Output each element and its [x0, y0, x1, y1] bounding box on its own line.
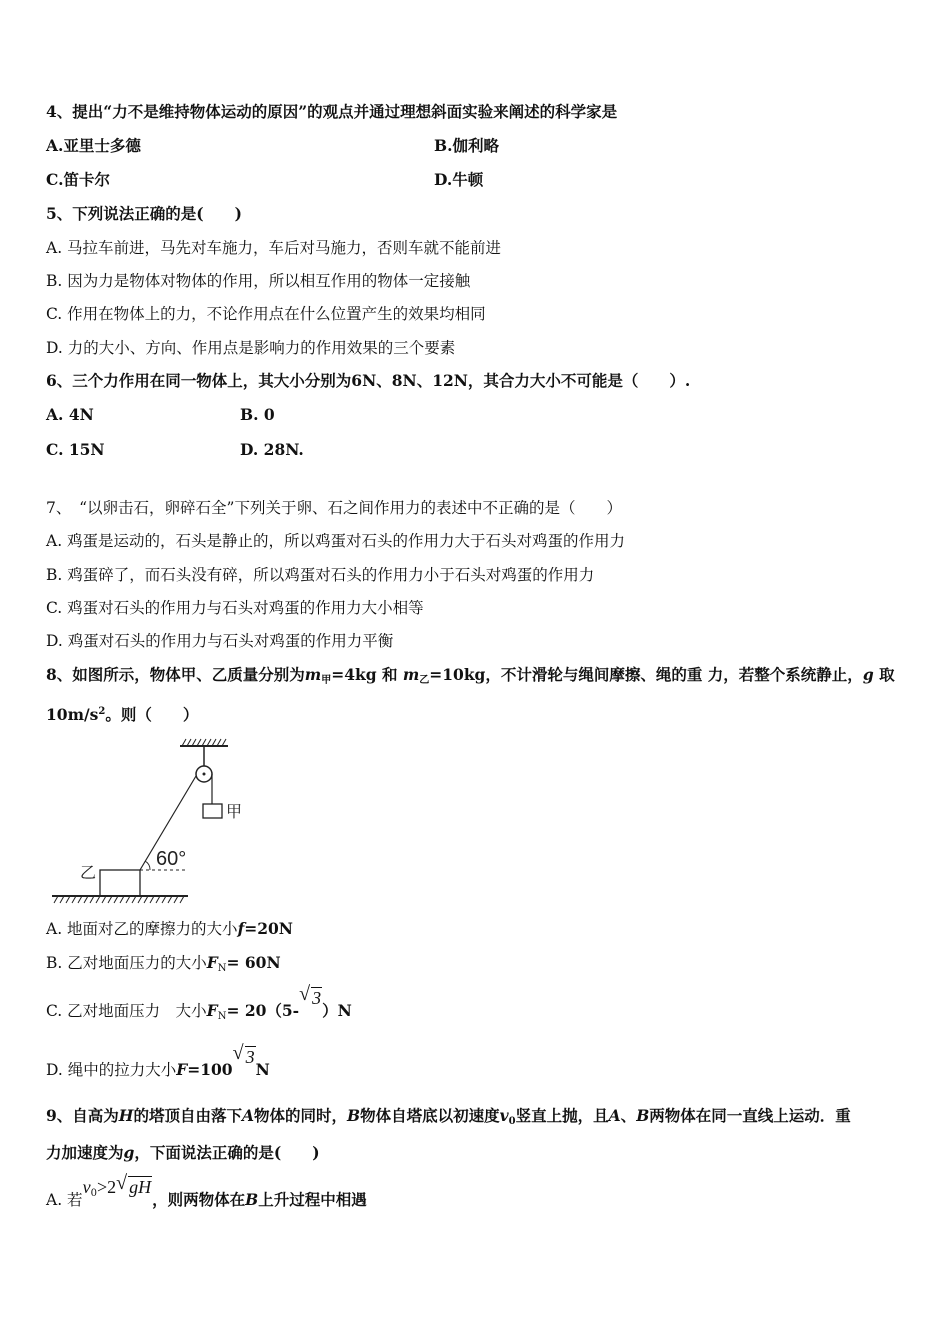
q9-stem-line1: 9、自高为H的塔顶自由落下A物体的同时，B物体自塔底以初速度$v_0$竖直上抛，且A、B两物体在同一直线上运动．重	[46, 1106, 851, 1127]
q6-option-c: C. 15N	[46, 440, 105, 459]
angle-label: 60°	[156, 848, 187, 870]
q5-stem: 5、下列说法正确的是( )	[46, 204, 242, 223]
q5-option-d: D. 力的大小、方向、作用点是影响力的作用效果的三个要素	[46, 339, 456, 357]
pulley-axle	[203, 773, 206, 776]
q4-option-d: D.牛顿	[434, 170, 484, 189]
sqrt-3-c: √ 3	[299, 987, 322, 1009]
q6-stem: 6、三个力作用在同一物体上，其大小分别为6N、8N、12N，其合力大小不可能是（ ）.	[46, 371, 691, 390]
q4-stem: 4、提出“力不是维持物体运动的原因”的观点并通过理想斜面实验来阐述的科学家是	[46, 102, 618, 121]
q4-option-a: A.亚里士多德	[46, 136, 141, 155]
q6-option-a: A. 4N	[46, 405, 94, 424]
label-jia: 甲	[226, 802, 243, 821]
q7-option-a: A. 鸡蛋是运动的，石头是静止的，所以鸡蛋对石头的作用力大于石头对鸡蛋的作用力	[46, 532, 626, 550]
q4-option-c: C.笛卡尔	[46, 170, 110, 189]
label-yi: 乙	[80, 863, 97, 882]
sqrt-3-d: √ 3	[233, 1046, 256, 1068]
q7-option-c: C. 鸡蛋对石头的作用力与石头对鸡蛋的作用力大小相等	[46, 599, 424, 617]
block-jia	[203, 804, 222, 818]
q8-option-d: D. 绳中的拉力大小F=100√ 3N	[46, 1058, 270, 1081]
q5-option-c: C. 作用在物体上的力，不论作用点在什么位置产生的效果均相同	[46, 305, 486, 323]
sqrt-gh: √ gH	[116, 1176, 152, 1198]
ground-hatch	[54, 896, 184, 903]
q5-option-a: A. 马拉车前进，马先对车施力，车后对马施力，否则车就不能前进	[46, 239, 502, 257]
q4-option-b: B.伽利略	[434, 136, 499, 155]
q7-option-d: D. 鸡蛋对石头的作用力与石头对鸡蛋的作用力平衡	[46, 632, 394, 650]
q8-stem-line1: 8、如图所示，物体甲、乙质量分别为$m_甲=4kg$ 和 $m_乙=10kg$，不计滑轮与绳间摩擦、绳的重 力，若整个系统静止，g 取	[46, 665, 895, 686]
q6-option-b: B. 0	[240, 405, 275, 424]
q9-option-a: A. 若$v^0>2√$ gH，则两物体在B上升过程中相遇	[46, 1188, 367, 1217]
q8-stem-line2: $10m/s^2$。则（ ）	[46, 705, 199, 724]
q8-option-a: A. 地面对乙的摩擦力的大小f=20N	[46, 919, 293, 938]
angle-arc	[145, 861, 150, 870]
q8-option-c: C. 乙对地面压力 大小$F_N= 20(5-√$ 3）N	[46, 999, 352, 1028]
block-yi	[100, 870, 140, 896]
q8-option-b: B. 乙对地面压力的大小$F_N= 60N$	[46, 953, 281, 974]
q7-option-b: B. 鸡蛋碎了，而石头没有碎，所以鸡蛋对石头的作用力小于石头对鸡蛋的作用力	[46, 566, 595, 584]
q7-stem: 7、 “以卵击石，卵碎石全”下列关于卵、石之间作用力的表述中不正确的是（ ）	[46, 499, 622, 517]
q5-option-b: B. 因为力是物体对物体的作用，所以相互作用的物体一定接触	[46, 272, 471, 290]
pulley-diagram	[46, 736, 246, 906]
q9-stem-line2: 力加速度为g，下面说法正确的是( )	[46, 1143, 320, 1162]
q6-option-d: D. 28N.	[240, 440, 304, 459]
ceiling-hatch	[182, 739, 226, 746]
